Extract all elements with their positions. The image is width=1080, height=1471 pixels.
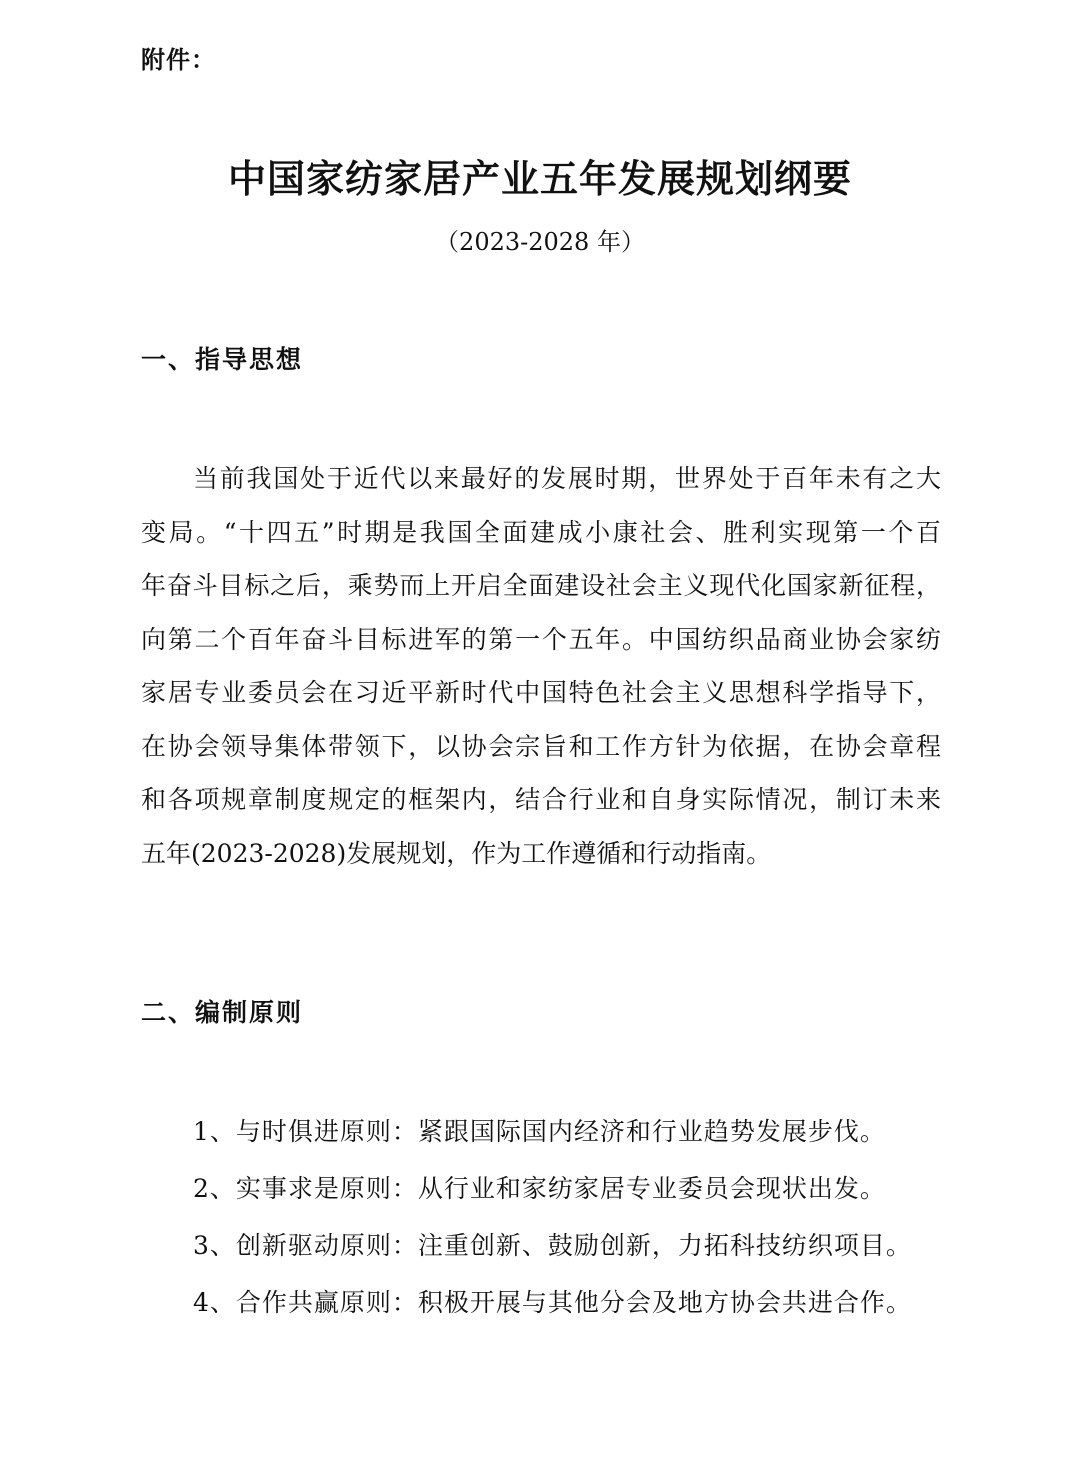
paragraph-line: 家居专业委员会在习近平新时代中国特色社会主义思想科学指导下， <box>141 678 941 707</box>
principles-list <box>193 1110 912 1338</box>
document-subtitle: （2023-2028 年） <box>435 228 645 256</box>
paragraph-line: 和各项规章制度规定的框架内，结合行业和自身实际情况，制订未来 <box>141 785 941 814</box>
paragraph-line: 向第二个百年奋斗目标进军的第一个五年。中国纺织品商业协会家纺 <box>141 624 941 654</box>
paragraph-line: 五年(2023-2028)发展规划，作为工作遵循和行动指南。 <box>141 838 772 868</box>
paragraph-line: 年奋斗目标之后，乘势而上开启全面建设社会主义现代化国家新征程， <box>141 571 941 600</box>
document-title: 中国家纺家居产业五年发展规划纲要 <box>227 157 852 201</box>
principle-item: 1、与时俱进原则：紧跟国际国内经济和行业趋势发展步伐。 <box>193 1117 886 1146</box>
paragraph-line: 在协会领导集体带领下，以协会宗旨和工作方针为依据，在协会章程 <box>141 731 941 761</box>
section-heading-compilation-principles: 二、编制原则 <box>141 998 304 1027</box>
principle-item: 4、合作共赢原则：积极开展与其他分会及地方协会共进合作。 <box>193 1288 912 1317</box>
paragraph-line: 当前我国处于近代以来最好的发展时期，世界处于百年未有之大 <box>193 464 941 493</box>
paragraph-line: 变局。“十四五”时期是我国全面建成小康社会、胜利实现第一个百 <box>141 517 941 547</box>
principle-item: 3、创新驱动原则：注重创新、鼓励创新，力拓科技纺织项目。 <box>193 1231 912 1260</box>
guiding-thought-paragraph <box>141 452 941 880</box>
principle-item: 2、实事求是原则：从行业和家纺家居专业委员会现状出发。 <box>193 1174 886 1203</box>
section-heading-guiding-thought: 一、指导思想 <box>141 345 304 374</box>
attachment-label: 附件： <box>141 46 216 74</box>
